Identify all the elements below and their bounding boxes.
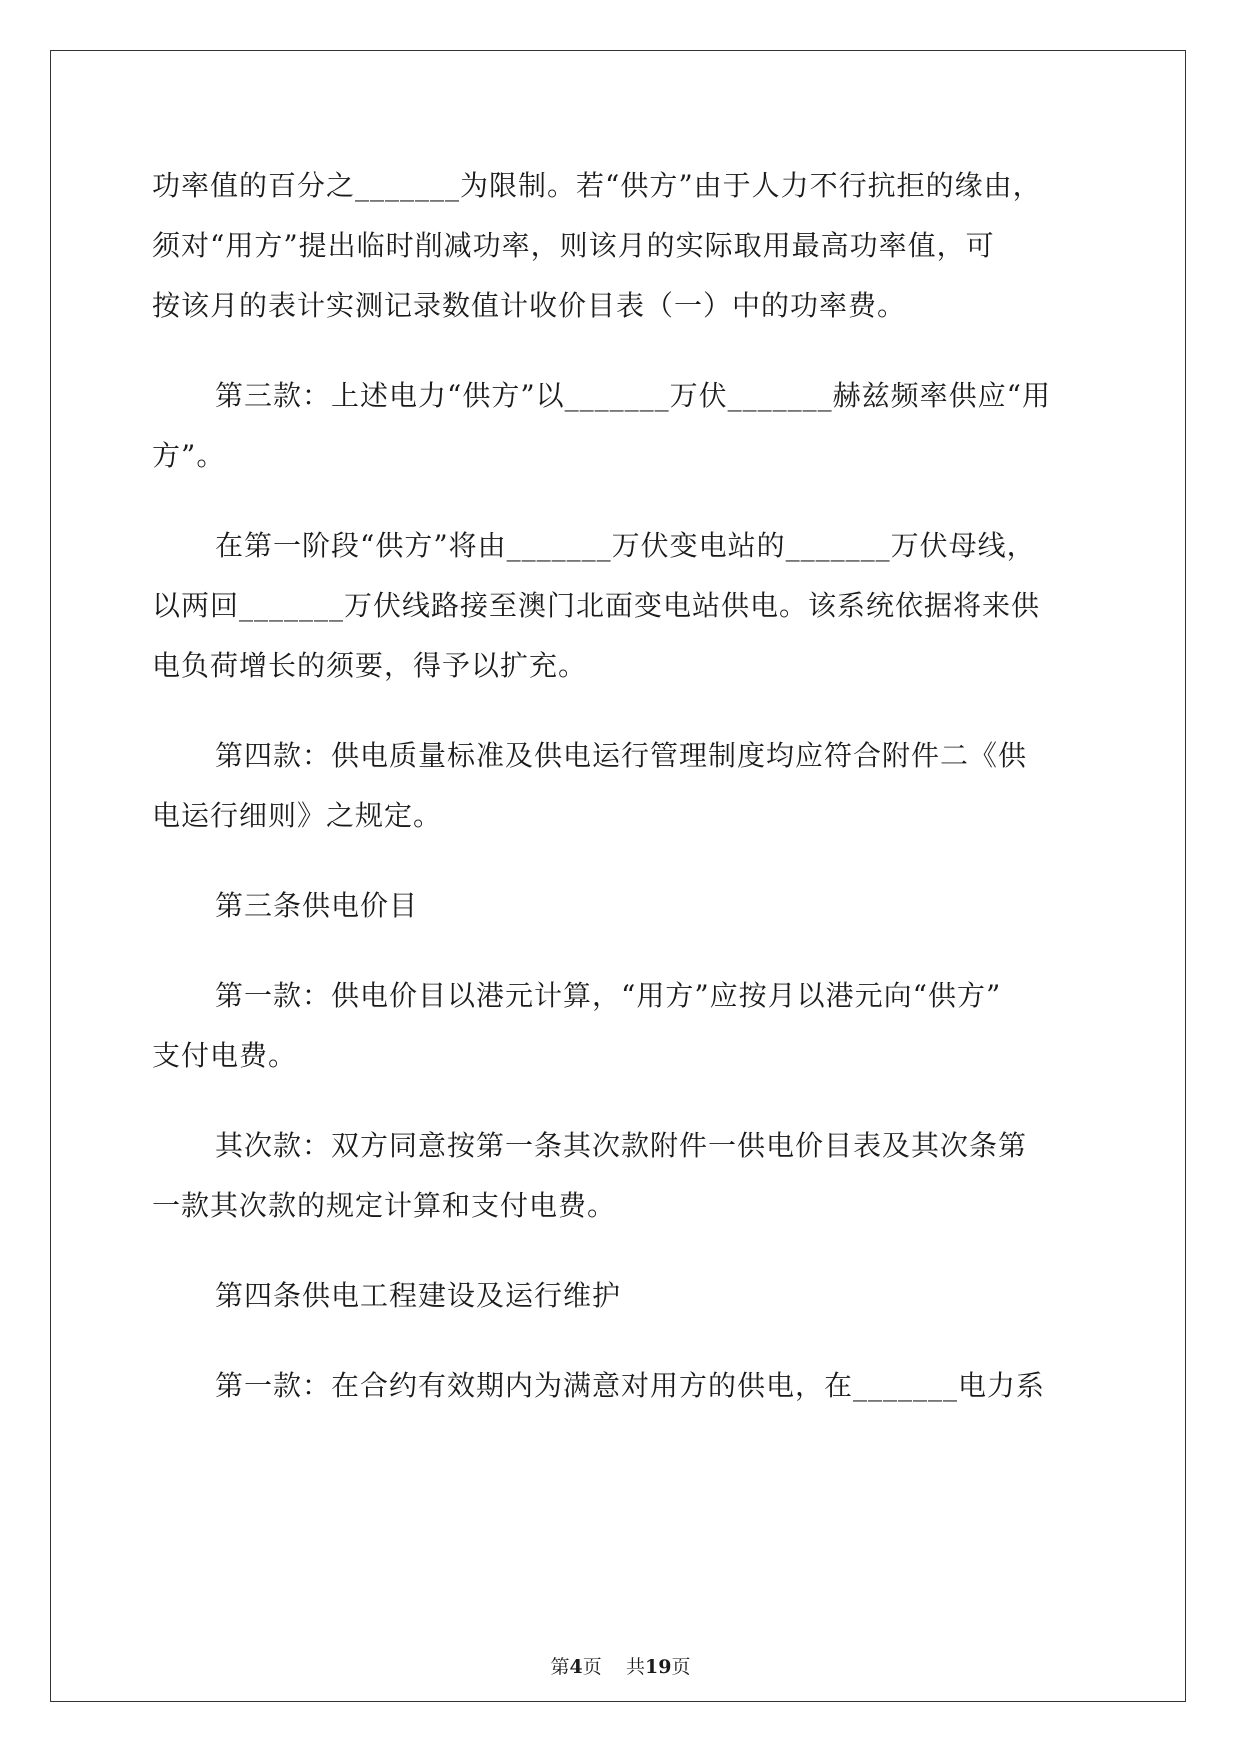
body-line-13: 支付电费。 bbox=[152, 1039, 298, 1072]
body-line-7: 以两回_______万伏线路接至澳门北面变电站供电。该系统依据将来供 bbox=[152, 589, 1041, 622]
body-line-10: 电运行细则》之规定。 bbox=[152, 799, 443, 832]
body-line-15: 一款其次款的规定计算和支付电费。 bbox=[152, 1189, 617, 1222]
footer-prefix: 第 bbox=[550, 1656, 570, 1678]
body-line-1: 功率值的百分之_______为限制。若“供方”由于人力不行抗拒的缘由， bbox=[152, 169, 1042, 202]
body-line-8: 电负荷增长的须要，得予以扩充。 bbox=[152, 649, 588, 682]
footer-page-unit: 页 bbox=[582, 1656, 602, 1678]
body-line-4: 第三款：上述电力“供方”以_______万伏_______赫兹频率供应“用 bbox=[215, 379, 1051, 412]
section-heading-4: 第四条供电工程建设及运行维护 bbox=[215, 1279, 622, 1312]
footer-page-number: 4 bbox=[569, 1656, 583, 1678]
body-line-2: 须对“用方”提出临时削减功率，则该月的实际取用最高功率值，可 bbox=[152, 229, 995, 262]
section-heading-3: 第三条供电价目 bbox=[215, 889, 419, 922]
body-line-5: 方”。 bbox=[152, 439, 226, 472]
body-line-12: 第一款：供电价目以港元计算，“用方”应按月以港元向“供方” bbox=[215, 979, 1002, 1012]
footer-total-pages: 19 bbox=[644, 1656, 672, 1678]
page-footer bbox=[0, 1655, 1241, 1679]
body-line-3: 按该月的表计实测记录数值计收价目表（一）中的功率费。 bbox=[152, 289, 907, 322]
body-line-17: 第一款：在合约有效期内为满意对用方的供电，在_______电力系 bbox=[215, 1369, 1046, 1402]
body-line-9: 第四款：供电质量标准及供电运行管理制度均应符合附件二《供 bbox=[215, 739, 1028, 772]
footer-total-prefix: 共 bbox=[625, 1656, 645, 1678]
body-line-6: 在第一阶段“供方”将由_______万伏变电站的_______万伏母线， bbox=[215, 529, 1036, 562]
body-line-14: 其次款：双方同意按第一条其次款附件一供电价目表及其次条第 bbox=[215, 1129, 1028, 1162]
footer-total-unit: 页 bbox=[671, 1656, 691, 1678]
